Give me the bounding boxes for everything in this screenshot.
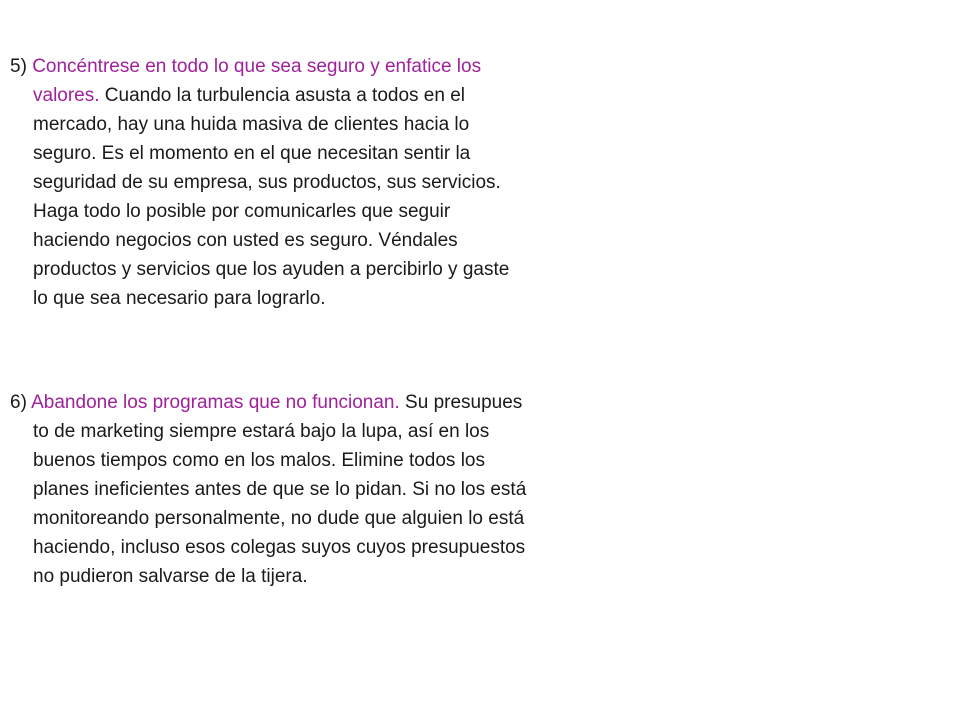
point-5-line-text: haciendo negocios con usted es seguro. Véndales xyxy=(33,230,458,251)
point-5-line-text: lo que sea necesario para lograrlo. xyxy=(33,288,326,309)
point-6-line xyxy=(10,417,630,446)
point-6-heading: Abandone los programas que no funcionan. xyxy=(31,392,400,413)
point-6-number: 6) xyxy=(10,392,32,413)
point-6-line-text: buenos tiempos como en los malos. Elimine todos los xyxy=(33,450,486,471)
point-5-number: 5) xyxy=(10,56,33,77)
point-5-line-text: seguro. Es el momento en el que necesitan sentir la xyxy=(33,143,471,164)
point-6-line xyxy=(10,475,630,504)
point-6-line-text: monitoreando personalmente, no dude que alguien lo está xyxy=(33,508,525,529)
point-5-line xyxy=(10,284,630,313)
point-6-line-text: planes ineficientes antes de que se lo pidan. Si no los está xyxy=(33,479,527,500)
point-5-line xyxy=(10,110,630,139)
point-5-heading-cont: valores. xyxy=(33,85,100,106)
point-6-line xyxy=(10,533,630,562)
point-6-line-text: no pudieron salvarse de la tijera. xyxy=(33,566,308,587)
point-5-line-text: seguridad de su empresa, sus productos, sus servicios. xyxy=(33,172,501,193)
point-5-paragraph xyxy=(10,52,630,313)
point-5-line xyxy=(10,255,630,284)
point-6-paragraph xyxy=(10,388,630,591)
point-5-heading: Concéntrese en todo lo que sea seguro y enfatice los xyxy=(32,56,482,77)
point-6-line xyxy=(10,504,630,533)
point-6-line-text: to de marketing siempre estará bajo la lupa, así en los xyxy=(33,421,490,442)
point-5-line xyxy=(10,197,630,226)
point-6-line xyxy=(10,446,630,475)
point-6-line xyxy=(10,562,630,591)
point-5-line-text: mercado, hay una huida masiva de clientes hacia lo xyxy=(33,114,470,135)
point-5-line-text: Cuando la turbulencia asusta a todos en el xyxy=(99,85,466,106)
point-5-line xyxy=(10,81,630,110)
point-6-line-text: Su presupues xyxy=(399,392,523,413)
point-5-line xyxy=(10,139,630,168)
point-5-line xyxy=(10,168,630,197)
point-5-line-text: Haga todo lo posible por comunicarles que seguir xyxy=(33,201,451,222)
point-5-line-text: productos y servicios que los ayuden a percibirlo y gaste xyxy=(33,259,510,280)
point-5-line xyxy=(10,52,630,81)
point-6-line xyxy=(10,388,630,417)
point-6-line-text: haciendo, incluso esos colegas suyos cuyos presupuestos xyxy=(33,537,526,558)
point-5-line xyxy=(10,226,630,255)
